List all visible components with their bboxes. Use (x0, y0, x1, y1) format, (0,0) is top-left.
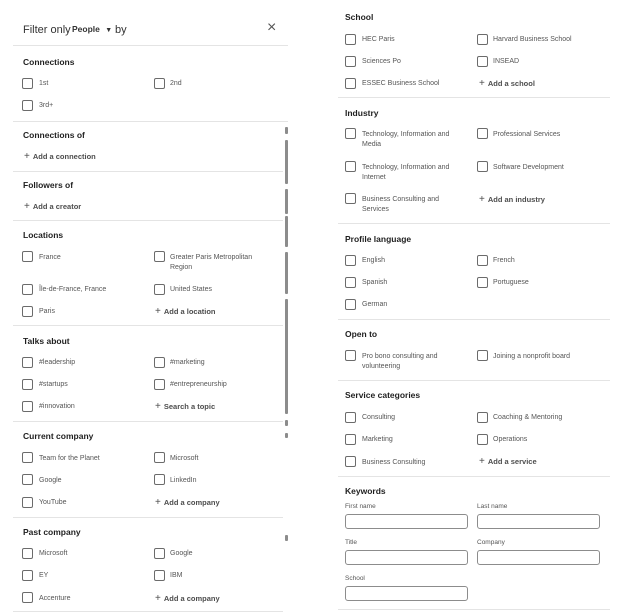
plus-icon: + (479, 456, 485, 467)
service-operations-checkbox[interactable] (477, 434, 488, 445)
school-input[interactable] (345, 586, 468, 601)
topic-entrepreneurship-label: #entrepreneurship (170, 381, 227, 388)
industry-business-consulting-checkbox[interactable] (345, 193, 356, 204)
past-company-ey-checkbox[interactable] (22, 570, 33, 581)
add-current-company-label: Add a company (163, 498, 220, 507)
school-sciences-po-checkbox[interactable] (345, 56, 356, 67)
service-coaching-checkbox[interactable] (477, 412, 488, 423)
location-united-states-label: United States (170, 286, 213, 293)
scrollbar-track[interactable] (285, 252, 288, 294)
title-label: Title (345, 539, 358, 546)
school-harvard-checkbox[interactable] (477, 34, 488, 45)
language-french-checkbox[interactable] (477, 255, 488, 266)
add-school-label: Add a school (487, 79, 535, 88)
scrollbar-track[interactable] (285, 433, 288, 438)
language-portuguese-checkbox[interactable] (477, 277, 488, 288)
industry-title: Industry (345, 108, 379, 118)
service-marketing-checkbox[interactable] (345, 434, 356, 445)
last-name-label: Last name (477, 503, 508, 510)
past-company-google-label: Google (170, 550, 193, 557)
language-english-label: English (362, 257, 385, 264)
language-spanish-label: Spanish (362, 279, 388, 286)
close-icon[interactable]: × (267, 19, 277, 36)
location-greater-paris-label: Greater Paris Metropolitan Region (170, 254, 253, 271)
topic-leadership-checkbox[interactable] (22, 357, 33, 368)
language-german-checkbox[interactable] (345, 299, 356, 310)
past-company-google-checkbox[interactable] (154, 548, 165, 559)
add-school-button[interactable] (479, 78, 535, 89)
language-german-label: German (362, 301, 388, 308)
connections-of-title: Connections of (23, 130, 85, 140)
connections-3rd-label: 3rd+ (39, 102, 54, 109)
topic-startups-checkbox[interactable] (22, 379, 33, 390)
people-dropdown-label: People (72, 24, 100, 34)
language-french-label: French (493, 257, 515, 264)
add-creator-button[interactable] (24, 201, 81, 212)
divider (13, 220, 283, 221)
divider (13, 421, 283, 422)
past-company-ey-label: EY (39, 572, 49, 579)
connections-2nd-label: 2nd (170, 80, 182, 87)
past-company-accenture-checkbox[interactable] (22, 592, 33, 603)
plus-icon: + (155, 593, 161, 604)
current-company-microsoft-checkbox[interactable] (154, 452, 165, 463)
school-essec-checkbox[interactable] (345, 78, 356, 89)
locations-title: Locations (23, 230, 64, 240)
school-harvard-label: Harvard Business School (493, 36, 572, 43)
add-service-button[interactable] (479, 456, 537, 467)
industry-tech-media-checkbox[interactable] (345, 128, 356, 139)
plus-icon: + (24, 151, 30, 162)
location-united-states-checkbox[interactable] (154, 284, 165, 295)
topic-innovation-label: #innovation (39, 403, 75, 410)
industry-professional-services-checkbox[interactable] (477, 128, 488, 139)
service-operations-label: Operations (493, 436, 528, 443)
last-name-input[interactable] (477, 514, 600, 529)
search-topic-label: Search a topic (163, 402, 216, 411)
current-company-google-label: Google (39, 477, 62, 484)
scrollbar-track[interactable] (285, 420, 288, 426)
plus-icon: + (155, 497, 161, 508)
past-company-title: Past company (23, 527, 81, 537)
school-insead-checkbox[interactable] (477, 56, 488, 67)
industry-tech-media-label: Technology, Information and Media (362, 131, 450, 148)
current-company-linkedin-checkbox[interactable] (154, 474, 165, 485)
topic-marketing-label: #marketing (170, 359, 205, 366)
caret-down-icon: ▼ (105, 27, 113, 34)
divider (338, 319, 610, 320)
school-essec-label: ESSEC Business School (362, 80, 440, 87)
school-insead-label: INSEAD (493, 58, 520, 65)
connections-title: Connections (23, 57, 75, 67)
divider (13, 611, 283, 612)
past-company-ibm-checkbox[interactable] (154, 570, 165, 581)
current-company-google-checkbox[interactable] (22, 474, 33, 485)
add-industry-button[interactable] (479, 194, 545, 205)
current-company-youtube-checkbox[interactable] (22, 497, 33, 508)
divider (338, 476, 610, 477)
open-to-pro-bono-label: Pro bono consulting and volunteering (362, 353, 438, 370)
industry-software-development-checkbox[interactable] (477, 161, 488, 172)
school-hec-label: HEC Paris (362, 36, 395, 43)
past-company-microsoft-checkbox[interactable] (22, 548, 33, 559)
add-service-label: Add a service (487, 457, 537, 466)
scrollbar-track[interactable] (285, 189, 288, 214)
current-company-team-planet-label: Team for the Planet (39, 455, 100, 462)
service-consulting-checkbox[interactable] (345, 412, 356, 423)
location-france-checkbox[interactable] (22, 251, 33, 262)
divider (338, 380, 610, 381)
plus-icon: + (155, 306, 161, 317)
past-company-ibm-label: IBM (170, 572, 183, 579)
people-dropdown[interactable] (72, 24, 112, 34)
followers-of-title: Followers of (23, 180, 74, 190)
location-ile-de-france-label: Île-de-France, France (39, 286, 107, 293)
add-current-company-button[interactable] (155, 497, 220, 508)
first-name-input[interactable] (345, 514, 468, 529)
add-past-company-label: Add a company (163, 594, 220, 603)
keywords-title: Keywords (345, 486, 386, 496)
current-company-microsoft-label: Microsoft (170, 455, 199, 462)
service-categories-title: Service categories (345, 390, 421, 400)
topic-leadership-label: #leadership (39, 359, 76, 366)
current-company-youtube-label: YouTube (39, 499, 67, 506)
school-title: School (345, 12, 374, 22)
by-label: by (115, 24, 127, 36)
scrollbar-track[interactable] (285, 127, 288, 134)
divider (13, 325, 283, 326)
add-location-label: Add a location (163, 307, 216, 316)
plus-icon: + (24, 201, 30, 212)
current-company-title: Current company (23, 431, 94, 441)
add-connection-button[interactable] (24, 151, 96, 162)
search-topic-button[interactable] (155, 401, 215, 412)
add-creator-label: Add a creator (32, 202, 82, 211)
current-company-linkedin-label: LinkedIn (170, 477, 197, 484)
industry-tech-internet-checkbox[interactable] (345, 161, 356, 172)
language-portuguese-label: Portuguese (493, 279, 529, 286)
scrollbar-thumb[interactable] (285, 299, 288, 414)
open-to-pro-bono-checkbox[interactable] (345, 350, 356, 361)
service-marketing-label: Marketing (362, 436, 393, 443)
scrollbar-track[interactable] (285, 140, 288, 184)
current-company-team-planet-checkbox[interactable] (22, 452, 33, 463)
service-consulting-label: Consulting (362, 414, 396, 421)
school-sciences-po-label: Sciences Po (362, 58, 401, 65)
filter-only-label: Filter only (23, 24, 71, 36)
add-location-button[interactable] (155, 306, 216, 317)
school-field-label: School (345, 575, 365, 582)
add-industry-label: Add an industry (487, 195, 545, 204)
topic-marketing-checkbox[interactable] (154, 357, 165, 368)
location-paris-label: Paris (39, 308, 55, 315)
scrollbar-track[interactable] (285, 535, 288, 541)
industry-business-consulting-label: Business Consulting and Services (362, 196, 440, 213)
past-company-microsoft-label: Microsoft (39, 550, 68, 557)
service-business-consulting-label: Business Consulting (362, 459, 426, 466)
location-ile-de-france-checkbox[interactable] (22, 284, 33, 295)
service-business-consulting-checkbox[interactable] (345, 456, 356, 467)
past-company-accenture-label: Accenture (39, 595, 71, 602)
topic-innovation-checkbox[interactable] (22, 401, 33, 412)
header-divider (13, 45, 288, 46)
industry-software-development-label: Software Development (493, 164, 564, 171)
scrollbar-track[interactable] (285, 216, 288, 247)
company-label: Company (477, 539, 505, 546)
open-to-nonprofit-board-checkbox[interactable] (477, 350, 488, 361)
add-past-company-button[interactable] (155, 593, 220, 604)
connections-2nd-checkbox[interactable] (154, 78, 165, 89)
location-greater-paris-checkbox[interactable] (154, 251, 165, 262)
divider (13, 517, 283, 518)
divider (338, 609, 610, 610)
divider (13, 171, 283, 172)
school-hec-checkbox[interactable] (345, 34, 356, 45)
service-coaching-label: Coaching & Mentoring (493, 414, 563, 421)
open-to-nonprofit-board-label: Joining a nonprofit board (493, 353, 571, 360)
profile-language-title: Profile language (345, 234, 412, 244)
divider (338, 97, 610, 98)
topic-startups-label: #startups (39, 381, 68, 388)
location-france-label: France (39, 254, 61, 261)
divider (338, 223, 610, 224)
language-spanish-checkbox[interactable] (345, 277, 356, 288)
language-english-checkbox[interactable] (345, 255, 356, 266)
first-name-label: First name (345, 503, 376, 510)
location-paris-checkbox[interactable] (22, 306, 33, 317)
industry-tech-internet-label: Technology, Information and Internet (362, 164, 450, 181)
connections-1st-checkbox[interactable] (22, 78, 33, 89)
divider (13, 121, 288, 122)
title-input[interactable] (345, 550, 468, 565)
plus-icon: + (479, 194, 485, 205)
topic-entrepreneurship-checkbox[interactable] (154, 379, 165, 390)
plus-icon: + (479, 78, 485, 89)
industry-professional-services-label: Professional Services (493, 131, 561, 138)
connections-1st-label: 1st (39, 80, 49, 87)
company-input[interactable] (477, 550, 600, 565)
talks-about-title: Talks about (23, 336, 70, 346)
open-to-title: Open to (345, 329, 378, 339)
add-connection-label: Add a connection (32, 152, 96, 161)
connections-3rd-checkbox[interactable] (22, 100, 33, 111)
plus-icon: + (155, 401, 161, 412)
